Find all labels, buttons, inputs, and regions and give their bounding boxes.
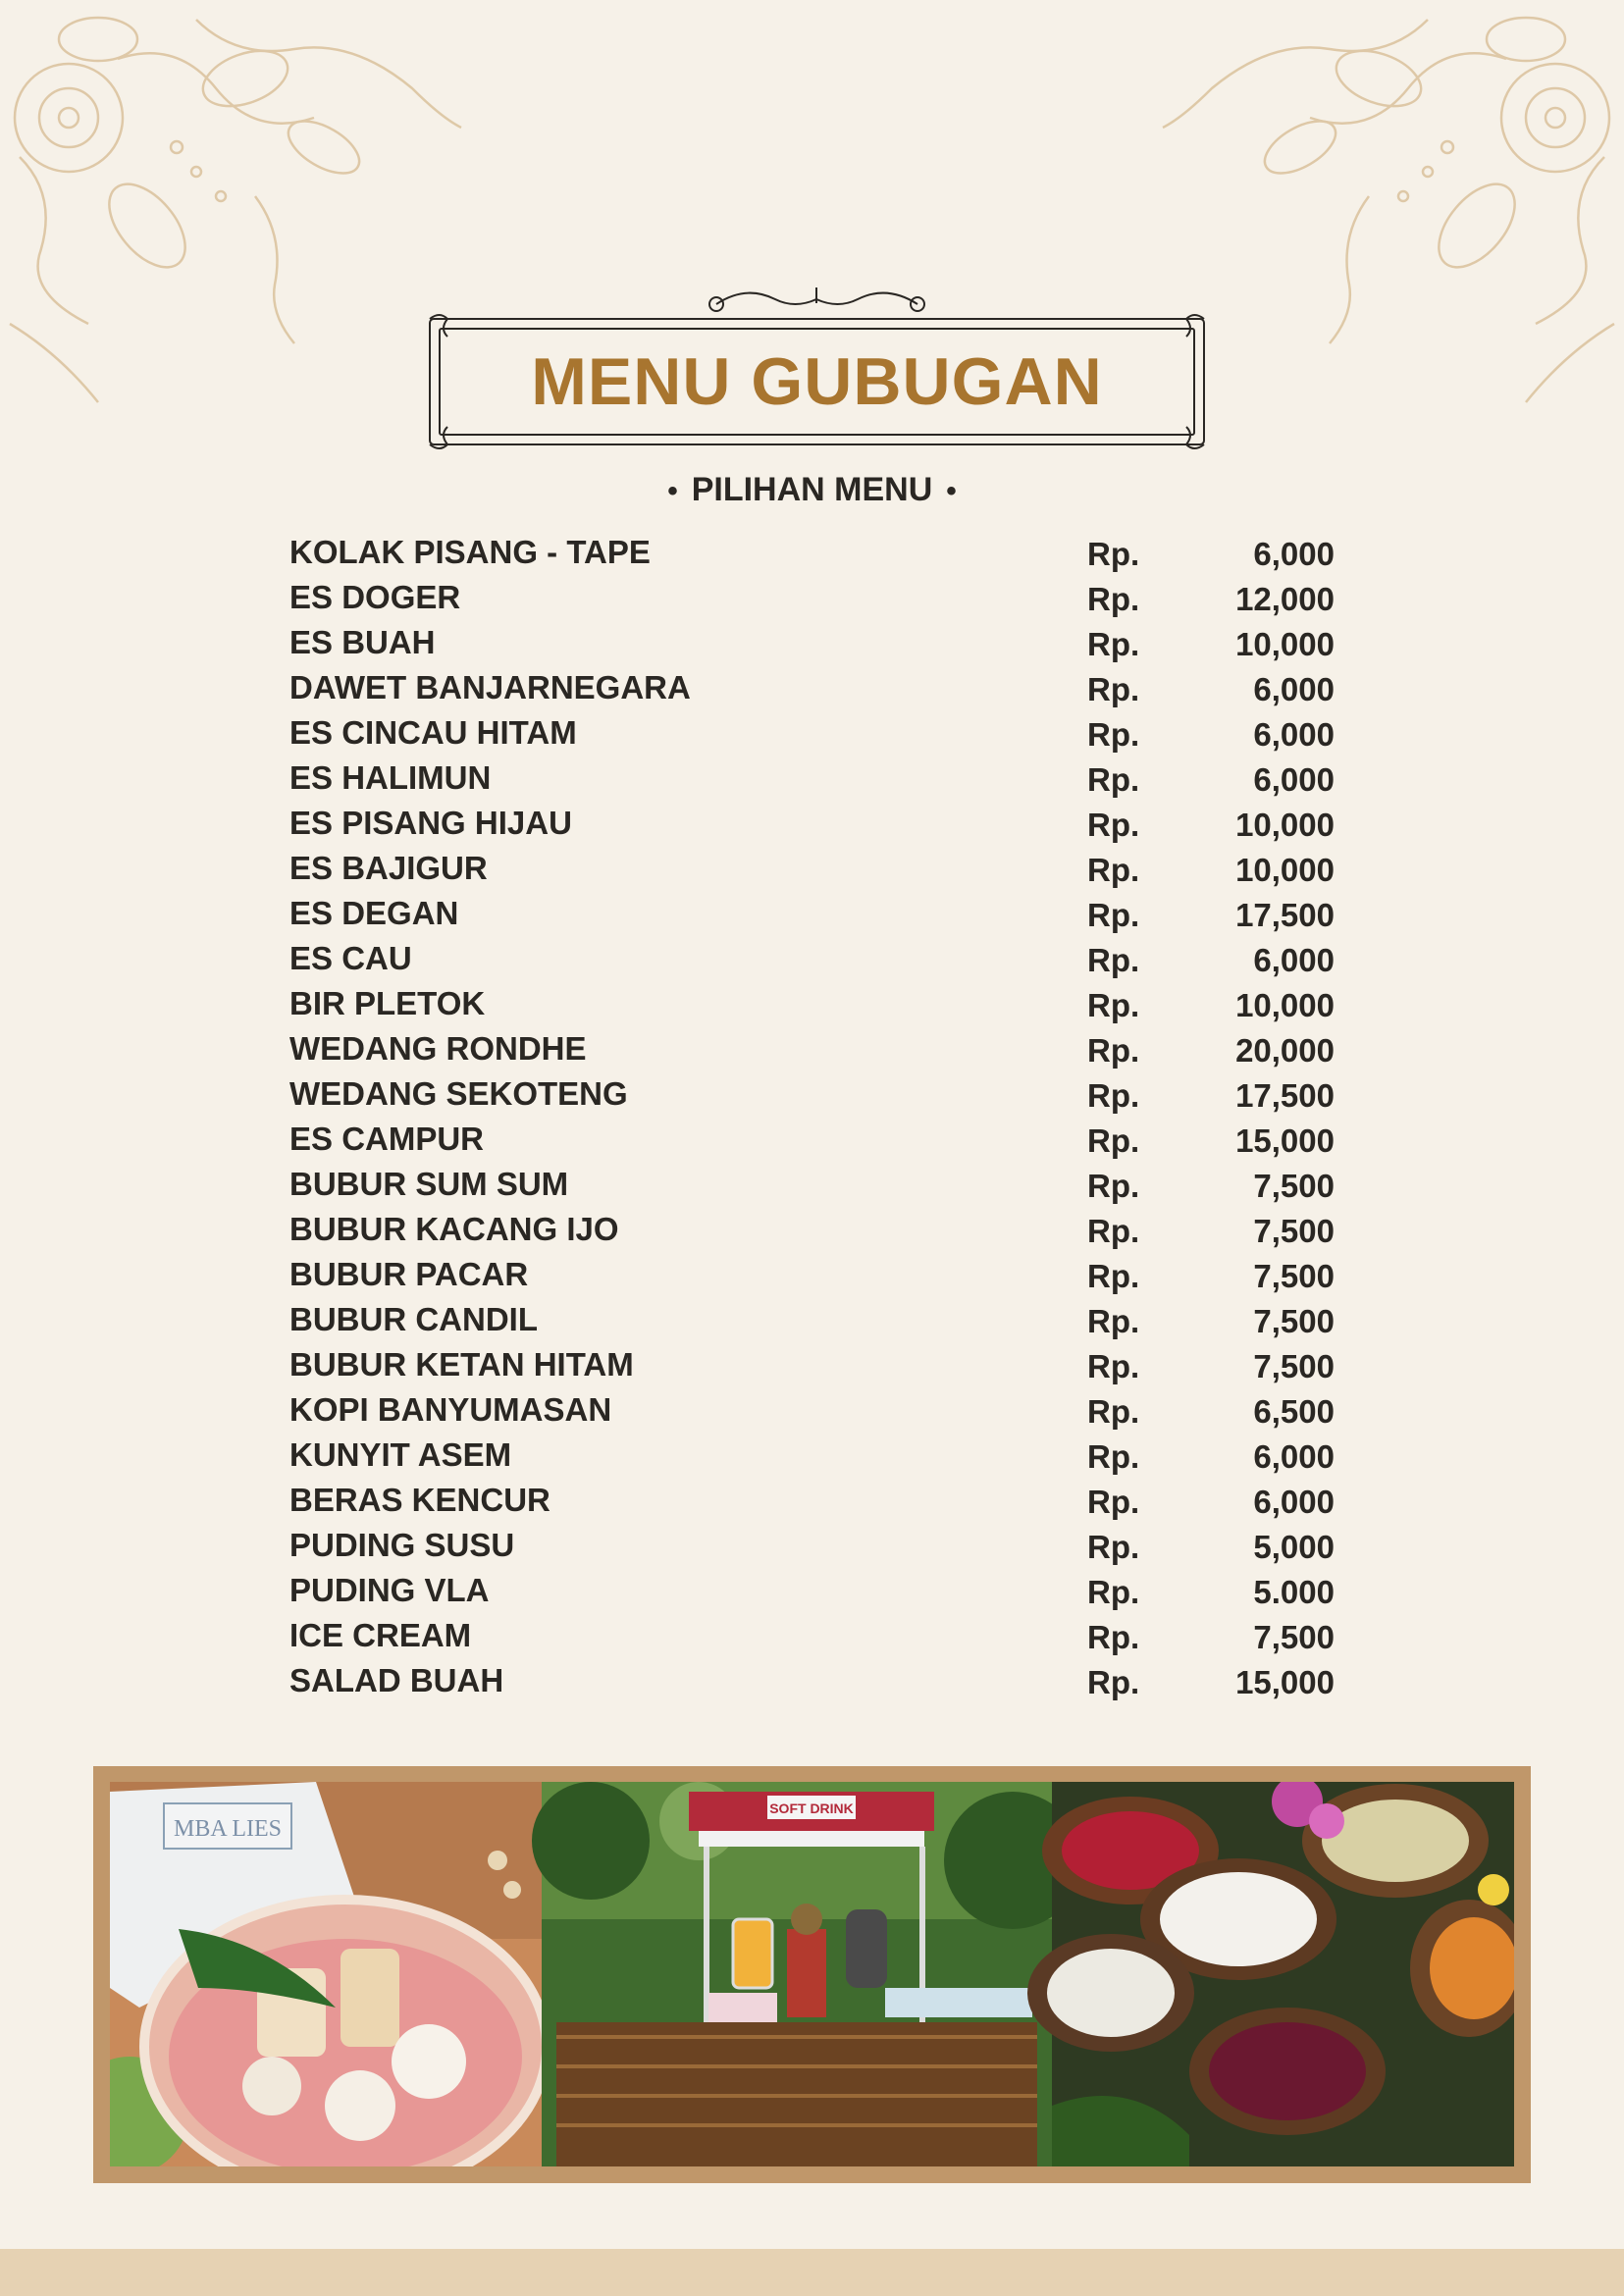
currency-label: Rp. <box>1087 716 1140 753</box>
menu-item <box>289 1478 1335 1523</box>
menu-item-name: KUNYIT ASEM <box>289 1436 512 1473</box>
currency-label: Rp. <box>1087 942 1140 978</box>
menu-list <box>289 530 1335 1703</box>
photo-strip-frame <box>93 1766 1531 2183</box>
menu-item-name: BUBUR PACAR <box>289 1256 529 1292</box>
menu-item <box>289 1207 1335 1252</box>
currency-label: Rp. <box>1087 897 1140 933</box>
currency-label: Rp. <box>1087 1619 1140 1655</box>
currency-label: Rp. <box>1087 807 1140 843</box>
menu-item-name: KOLAK PISANG - TAPE <box>289 534 651 570</box>
section-subtitle <box>0 471 1624 509</box>
title-frame <box>422 280 1212 451</box>
menu-item-name: BIR PLETOK <box>289 985 486 1021</box>
menu-item-price: 17,500 <box>1235 897 1335 933</box>
menu-item-name: ICE CREAM <box>289 1617 472 1653</box>
menu-item <box>289 1252 1335 1297</box>
bullet-dot: • <box>946 475 957 507</box>
currency-label: Rp. <box>1087 1213 1140 1249</box>
menu-item-name: BUBUR KETAN HITAM <box>289 1346 634 1383</box>
photo-collage-image <box>110 1782 1514 2166</box>
menu-item-price: 6,000 <box>1253 761 1335 798</box>
menu-item-price: 6,000 <box>1253 942 1335 978</box>
menu-item-name: WEDANG SEKOTENG <box>289 1075 628 1112</box>
menu-item-price: 15,000 <box>1235 1122 1335 1159</box>
menu-item <box>289 1297 1335 1342</box>
menu-item-name: PUDING SUSU <box>289 1527 515 1563</box>
menu-item-name: PUDING VLA <box>289 1572 490 1608</box>
currency-label: Rp. <box>1087 1303 1140 1339</box>
menu-item <box>289 575 1335 620</box>
menu-item-name: DAWET BANJARNEGARA <box>289 669 691 705</box>
currency-label: Rp. <box>1087 1574 1140 1610</box>
menu-item <box>289 1658 1335 1703</box>
floral-corner-right-decoration <box>1153 0 1624 412</box>
menu-item-price: 15,000 <box>1235 1664 1335 1700</box>
currency-label: Rp. <box>1087 1077 1140 1114</box>
menu-item <box>289 1117 1335 1162</box>
menu-item-name: BUBUR CANDIL <box>289 1301 538 1337</box>
subtitle-label: PILIHAN MENU <box>691 471 933 508</box>
floral-corner-left-decoration <box>0 0 471 412</box>
menu-item-price: 6,000 <box>1253 536 1335 572</box>
menu-item-name: BUBUR KACANG IJO <box>289 1211 619 1247</box>
menu-item-name: ES CAMPUR <box>289 1121 485 1157</box>
currency-label: Rp. <box>1087 761 1140 798</box>
menu-item-name: ES BUAH <box>289 624 436 660</box>
drink-stall-photo <box>532 1782 1081 2166</box>
currency-label: Rp. <box>1087 1664 1140 1700</box>
menu-item-price: 7,500 <box>1253 1303 1335 1339</box>
menu-item <box>289 981 1335 1026</box>
photo-strip <box>110 1782 1514 2166</box>
menu-item-price: 10,000 <box>1235 807 1335 843</box>
brand-card-text: MBA LIES <box>173 1816 283 1842</box>
menu-item <box>289 1342 1335 1387</box>
currency-label: Rp. <box>1087 1122 1140 1159</box>
menu-item-name: SALAD BUAH <box>289 1662 504 1698</box>
menu-item-price: 17,500 <box>1235 1077 1335 1114</box>
menu-item-price: 12,000 <box>1235 581 1335 617</box>
menu-item-price: 7,500 <box>1253 1258 1335 1294</box>
pudding-bowls-photo <box>1027 1782 1514 2166</box>
menu-item-name: BUBUR SUM SUM <box>289 1166 569 1202</box>
menu-item-price: 10,000 <box>1235 852 1335 888</box>
currency-label: Rp. <box>1087 1393 1140 1430</box>
menu-item-price: 7,500 <box>1253 1168 1335 1204</box>
menu-item <box>289 710 1335 756</box>
menu-item-name: ES HALIMUN <box>289 759 492 796</box>
currency-label: Rp. <box>1087 987 1140 1023</box>
menu-item <box>289 846 1335 891</box>
menu-item-price: 10,000 <box>1235 987 1335 1023</box>
menu-item-price: 6,000 <box>1253 1484 1335 1520</box>
menu-item <box>289 1162 1335 1207</box>
menu-item <box>289 1433 1335 1478</box>
currency-label: Rp. <box>1087 536 1140 572</box>
menu-item-name: ES BAJIGUR <box>289 850 488 886</box>
bottom-decorative-band <box>0 2249 1624 2296</box>
menu-item <box>289 1613 1335 1658</box>
menu-item-price: 10,000 <box>1235 626 1335 662</box>
menu-item <box>289 530 1335 575</box>
menu-item <box>289 1026 1335 1071</box>
menu-item <box>289 1071 1335 1117</box>
currency-label: Rp. <box>1087 1168 1140 1204</box>
menu-item-name: ES DOGER <box>289 579 461 615</box>
currency-label: Rp. <box>1087 1032 1140 1069</box>
menu-item <box>289 1387 1335 1433</box>
menu-item-name: WEDANG RONDHE <box>289 1030 587 1067</box>
menu-item-price: 20,000 <box>1235 1032 1335 1069</box>
menu-item-name: ES CINCAU HITAM <box>289 714 577 751</box>
menu-item <box>289 620 1335 665</box>
menu-item-price: 6,000 <box>1253 716 1335 753</box>
menu-item-price: 5,000 <box>1253 1529 1335 1565</box>
currency-label: Rp. <box>1087 626 1140 662</box>
menu-item <box>289 756 1335 801</box>
menu-item <box>289 801 1335 846</box>
page-title: MENU GUBUGAN <box>531 344 1103 419</box>
menu-item-name: ES PISANG HIJAU <box>289 805 572 841</box>
menu-item-price: 6,500 <box>1253 1393 1335 1430</box>
menu-item-name: ES DEGAN <box>289 895 459 931</box>
currency-label: Rp. <box>1087 671 1140 707</box>
currency-label: Rp. <box>1087 1529 1140 1565</box>
menu-item <box>289 936 1335 981</box>
menu-item-price: 6,000 <box>1253 1438 1335 1475</box>
menu-item-price: 7,500 <box>1253 1619 1335 1655</box>
stall-sign-text: SOFT DRINK <box>769 1800 854 1816</box>
currency-label: Rp. <box>1087 1348 1140 1384</box>
dessert-bowl-photo <box>110 1782 547 2166</box>
menu-item-price: 7,500 <box>1253 1348 1335 1384</box>
bullet-dot: • <box>667 475 678 507</box>
menu-item-name: ES CAU <box>289 940 412 976</box>
menu-item <box>289 1523 1335 1568</box>
menu-item <box>289 665 1335 710</box>
currency-label: Rp. <box>1087 1258 1140 1294</box>
currency-label: Rp. <box>1087 1438 1140 1475</box>
menu-item <box>289 891 1335 936</box>
menu-item-name: KOPI BANYUMASAN <box>289 1391 612 1428</box>
currency-label: Rp. <box>1087 581 1140 617</box>
menu-item-price: 6,000 <box>1253 671 1335 707</box>
menu-item-price: 7,500 <box>1253 1213 1335 1249</box>
menu-item-name: BERAS KENCUR <box>289 1482 550 1518</box>
currency-label: Rp. <box>1087 852 1140 888</box>
menu-item-price: 5.000 <box>1253 1574 1335 1610</box>
currency-label: Rp. <box>1087 1484 1140 1520</box>
menu-item <box>289 1568 1335 1613</box>
